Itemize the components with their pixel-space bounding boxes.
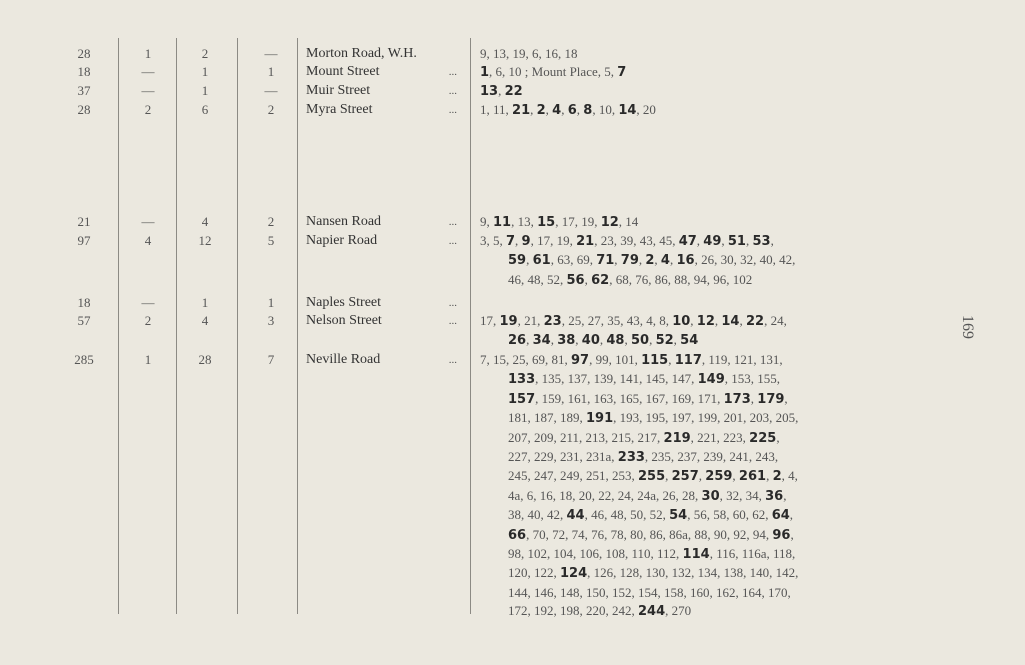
house-number-text: ,: [750, 390, 758, 406]
house-number-text: 4a, 6, 16, 18, 20, 22, 24, 24a, 26, 28,: [508, 487, 702, 503]
house-number-text: 172, 192, 198, 220, 242,: [508, 603, 638, 619]
house-number-bold: 62: [591, 272, 610, 288]
column-rule: [118, 38, 119, 614]
house-numbers-cell: [480, 82, 950, 101]
house-number-text: 46, 48, 52,: [508, 271, 567, 287]
house-number-bold: 157: [508, 391, 536, 407]
house-number-text: , 159, 161, 163, 165, 167, 169, 171,: [535, 390, 724, 406]
house-number-text: ,: [599, 332, 607, 348]
house-number-bold: 233: [617, 450, 645, 466]
street-name-cell: [306, 101, 461, 119]
house-number-text: ,: [790, 526, 794, 542]
count-cell-c2: 2: [144, 313, 152, 328]
house-number-bold: 22: [504, 84, 523, 99]
count-cell-c4: 3: [267, 313, 275, 328]
house-number-bold: 56: [566, 272, 585, 288]
house-number-bold: 26: [508, 333, 527, 349]
count-cell-c3: 1: [201, 295, 209, 310]
house-number-text: 207, 209, 211, 213, 215, 217,: [508, 429, 664, 445]
house-number-text: ,: [714, 313, 722, 328]
house-number-text: ,: [789, 507, 794, 523]
house-number-bold: 48: [606, 333, 625, 349]
house-numbers-line: [480, 526, 950, 545]
house-numbers-line: [480, 312, 950, 331]
street-name: Napier Road: [306, 233, 378, 248]
house-number-bold: 117: [674, 353, 702, 368]
count-cell-c2: 1: [144, 46, 152, 61]
column-rule: [297, 38, 298, 614]
count-cell-c3: 1: [201, 83, 209, 98]
house-number-text: 120, 122,: [508, 565, 560, 581]
count-cell-c3: 12: [198, 233, 212, 248]
house-number-bold: 6: [567, 103, 577, 118]
house-numbers-line: [480, 409, 950, 428]
house-numbers-line: [480, 101, 950, 120]
house-numbers-line: [480, 390, 950, 409]
house-number-bold: 61: [532, 253, 551, 269]
house-number-bold: 10: [672, 314, 691, 329]
house-number-text: ,: [721, 233, 728, 248]
house-number-bold: 47: [678, 234, 697, 249]
house-number-text: , 270: [665, 603, 692, 619]
house-numbers-line: [480, 82, 950, 101]
house-number-text: , 17, 19,: [530, 233, 577, 248]
house-number-text: ,: [783, 487, 787, 503]
count-cell-c2: 2: [144, 102, 152, 117]
house-number-text: 7, 15, 25, 69, 81,: [480, 352, 571, 367]
house-number-text: 227, 229, 231, 231a,: [508, 449, 618, 465]
house-numbers-line: [480, 251, 950, 270]
house-number-text: , 21,: [517, 313, 544, 328]
house-numbers-cell: [480, 45, 950, 63]
house-number-text: ,: [668, 352, 675, 367]
leader-dots: ...: [448, 216, 457, 228]
count-cell-c3: 6: [201, 102, 209, 117]
house-number-bold: 21: [576, 234, 595, 249]
house-number-bold: 2: [772, 469, 782, 485]
house-number-text: ,: [614, 252, 621, 268]
street-name: Nelson Street: [306, 313, 382, 328]
house-number-bold: 8: [583, 103, 593, 118]
street-name: Myra Street: [306, 102, 373, 117]
street-name: Nansen Road: [306, 214, 382, 229]
house-number-bold: 14: [721, 314, 740, 329]
house-number-text: ,: [550, 332, 558, 348]
house-number-text: ,: [698, 468, 706, 484]
house-numbers-cell: [480, 312, 950, 351]
street-name-cell: [306, 351, 461, 369]
house-number-text: ,: [776, 429, 780, 445]
count-cell-c3: 1: [201, 64, 209, 79]
house-number-text: ,: [526, 252, 533, 268]
count-cell-c1: 28: [77, 102, 91, 117]
house-number-text: , 24,: [764, 313, 787, 328]
house-number-text: , 70, 72, 74, 76, 78, 80, 86, 86a, 88, 90, 92, 94,: [526, 526, 773, 542]
street-name-cell: [306, 63, 461, 81]
street-name: Muir Street: [306, 83, 371, 98]
house-number-text: ,: [784, 390, 788, 406]
house-number-bold: 173: [723, 391, 751, 407]
house-number-text: , 23, 39, 43, 45,: [594, 233, 679, 248]
count-cell-c4: 1: [267, 64, 275, 79]
house-number-bold: 12: [696, 314, 715, 329]
house-number-text: ,: [654, 252, 661, 268]
house-number-text: 1, 11,: [480, 102, 513, 117]
count-cell-c1: 97: [77, 233, 91, 248]
house-number-bold: 2: [536, 103, 546, 118]
house-number-bold: 149: [697, 372, 725, 388]
count-cell-c4: —: [264, 46, 278, 61]
house-number-bold: 96: [772, 527, 791, 543]
house-number-bold: 261: [738, 469, 767, 485]
house-number-bold: 4: [552, 103, 562, 118]
house-numbers-line: [480, 45, 950, 63]
house-number-bold: 22: [745, 314, 765, 329]
column-rule: [176, 38, 177, 614]
house-number-bold: 225: [749, 430, 777, 446]
house-number-bold: 191: [586, 411, 614, 427]
house-number-text: , 193, 195, 197, 199, 201, 203, 205,: [613, 410, 799, 426]
house-number-bold: 259: [705, 469, 733, 485]
house-numbers-line: [480, 63, 950, 82]
house-number-bold: 23: [543, 314, 562, 329]
house-number-bold: 244: [638, 604, 666, 620]
house-number-bold: 79: [620, 253, 639, 269]
house-numbers-cell: [480, 351, 950, 622]
house-number-bold: 2: [645, 253, 655, 269]
house-numbers-line: [480, 584, 950, 602]
house-number-text: 3, 5,: [480, 233, 506, 248]
street-name-cell: [306, 45, 461, 63]
house-number-text: 9,: [480, 214, 493, 229]
house-number-text: , 126, 128, 130, 132, 134, 138, 140, 142,: [587, 565, 799, 581]
house-number-text: ,: [669, 252, 677, 268]
count-cell-c1: 21: [77, 214, 91, 229]
house-number-text: 144, 146, 148, 150, 152, 154, 158, 160, 162, 164, 170,: [508, 584, 791, 600]
count-cell-c2: 4: [144, 233, 152, 248]
house-numbers-line: [480, 602, 950, 621]
count-cell-c3: 2: [201, 46, 209, 61]
house-number-text: , 13,: [511, 214, 538, 229]
house-number-bold: 11: [493, 215, 512, 230]
house-number-text: 17,: [480, 313, 500, 328]
count-cell-c2: —: [141, 214, 155, 229]
count-cell-c4: 2: [267, 214, 275, 229]
count-cell-c3: 4: [201, 313, 209, 328]
count-cell-c2: 1: [144, 352, 152, 367]
house-numbers-line: [480, 448, 950, 467]
house-number-text: 245, 247, 249, 251, 253,: [508, 468, 638, 484]
house-number-bold: 97: [571, 353, 590, 368]
house-number-text: , 235, 237, 239, 241, 243,: [644, 449, 779, 465]
house-number-bold: 7: [506, 234, 516, 249]
house-number-text: ,: [665, 468, 672, 484]
house-number-text: ,: [638, 252, 646, 268]
count-cell-c4: 7: [267, 352, 275, 367]
house-number-bold: 19: [499, 314, 518, 329]
house-number-text: ,: [561, 102, 568, 117]
house-number-text: ,: [545, 102, 553, 117]
leader-dots: ...: [448, 354, 457, 366]
house-numbers-line: [480, 487, 950, 506]
count-cell-c4: 1: [267, 295, 275, 310]
house-number-text: , 32, 34,: [719, 487, 766, 503]
house-numbers-line: [480, 545, 950, 564]
leader-dots: ...: [448, 297, 457, 309]
house-number-text: ,: [649, 332, 656, 348]
house-numbers-cell: [480, 213, 950, 232]
house-number-text: ,: [739, 313, 746, 328]
leader-dots: ...: [448, 66, 457, 78]
house-number-text: , 135, 137, 139, 141, 145, 147,: [535, 371, 698, 387]
count-cell-c1: 37: [77, 83, 91, 98]
house-number-bold: 115: [641, 353, 669, 368]
house-numbers-line: [480, 467, 950, 486]
house-numbers-line: [480, 429, 950, 448]
house-number-bold: 54: [680, 333, 699, 349]
house-number-bold: 59: [508, 253, 527, 269]
house-numbers-line: [480, 232, 950, 251]
house-number-text: ,: [498, 83, 505, 98]
house-numbers-line: [480, 271, 950, 290]
house-numbers-line: [480, 564, 950, 583]
house-number-bold: 7: [617, 65, 627, 80]
count-cell-c2: —: [141, 83, 155, 98]
house-number-text: ,: [770, 233, 774, 248]
house-numbers-line: [480, 506, 950, 525]
house-number-bold: 51: [727, 234, 746, 249]
column-rule: [237, 38, 238, 614]
house-number-text: ,: [624, 332, 631, 348]
house-number-bold: 9: [521, 234, 531, 249]
house-number-bold: 50: [630, 333, 650, 349]
count-cell-c2: —: [141, 64, 155, 79]
count-cell-c4: —: [264, 83, 278, 98]
house-number-text: 38, 40, 42,: [508, 507, 567, 523]
house-number-bold: 16: [676, 253, 695, 269]
house-number-text: 98, 102, 104, 106, 108, 110, 112,: [508, 546, 683, 562]
house-number-text: ,: [584, 271, 592, 287]
house-number-text: , 56, 58, 60, 62,: [687, 507, 772, 523]
house-numbers-line: [480, 213, 950, 232]
count-cell-c1: 28: [77, 46, 91, 61]
house-number-bold: 255: [638, 469, 666, 485]
street-name: Neville Road: [306, 352, 381, 367]
count-cell-c4: 2: [267, 102, 275, 117]
house-number-text: , 4,: [781, 468, 798, 484]
house-number-bold: 13: [480, 84, 499, 99]
house-numbers-line: [480, 351, 950, 370]
house-number-bold: 53: [752, 234, 771, 249]
house-number-bold: 66: [508, 527, 527, 543]
street-name-cell: [306, 232, 461, 250]
house-number-text: , 153, 155,: [724, 371, 781, 387]
house-number-bold: 52: [655, 333, 674, 349]
house-numbers-line: [480, 370, 950, 389]
street-name: Mount Street: [306, 64, 380, 79]
house-number-text: , 25, 27, 35, 43, 4, 8,: [561, 313, 673, 328]
house-number-text: , 10,: [592, 102, 619, 117]
house-number-bold: 49: [703, 234, 722, 249]
house-number-text: , 20: [636, 102, 656, 117]
house-number-text: , 119, 121, 131,: [701, 352, 783, 367]
house-number-bold: 44: [566, 508, 585, 524]
house-number-bold: 12: [600, 215, 619, 230]
house-number-text: ,: [766, 468, 773, 484]
house-number-bold: 133: [508, 372, 536, 388]
house-number-text: , 63, 69,: [550, 252, 597, 268]
house-number-text: 9, 13, 19, 6, 16, 18: [480, 46, 578, 61]
leader-dots: ...: [448, 235, 457, 247]
street-name: Naples Street: [306, 295, 382, 310]
house-number-text: ,: [526, 332, 533, 348]
house-number-bold: 114: [682, 547, 710, 563]
house-number-bold: 36: [765, 488, 784, 504]
house-number-text: , 26, 30, 32, 40, 42,: [694, 252, 796, 268]
house-number-text: ,: [576, 102, 584, 117]
house-number-text: , 99, 101,: [589, 352, 642, 367]
leader-dots: ...: [448, 85, 457, 97]
house-number-text: ,: [575, 332, 582, 348]
count-cell-c2: —: [141, 295, 155, 310]
house-number-text: , 6, 10 ; Mount Place, 5,: [489, 64, 618, 79]
house-number-text: ,: [673, 332, 681, 348]
house-number-bold: 14: [618, 103, 637, 118]
leader-dots: ...: [448, 104, 457, 116]
house-number-text: ,: [530, 102, 537, 117]
house-number-bold: 21: [512, 103, 531, 118]
house-number-bold: 64: [771, 508, 790, 524]
house-numbers-cell: [480, 232, 950, 290]
house-numbers-cell: [480, 63, 950, 82]
street-name-cell: [306, 213, 461, 231]
house-number-text: , 17, 19,: [555, 214, 601, 229]
house-number-bold: 38: [557, 333, 576, 349]
house-number-text: ,: [696, 233, 704, 248]
count-cell-c3: 4: [201, 214, 209, 229]
count-cell-c1: 18: [77, 64, 91, 79]
house-number-text: ,: [515, 233, 522, 248]
house-number-text: , 46, 48, 50, 52,: [584, 507, 670, 523]
house-number-text: ,: [690, 313, 697, 328]
house-number-text: , 14: [618, 214, 639, 229]
column-rule: [470, 38, 471, 614]
house-number-bold: 1: [480, 65, 490, 80]
count-cell-c4: 5: [267, 233, 275, 248]
house-numbers-cell: [480, 101, 950, 120]
count-cell-c1: 18: [77, 295, 91, 310]
leader-dots: ...: [448, 315, 457, 327]
house-number-bold: 257: [671, 469, 699, 485]
house-number-bold: 40: [581, 333, 600, 349]
count-cell-c1: 285: [74, 352, 94, 367]
house-number-bold: 54: [669, 508, 688, 524]
house-number-bold: 219: [663, 430, 691, 446]
street-name: Morton Road, W.H.: [306, 46, 417, 61]
house-number-text: ,: [745, 233, 753, 248]
house-number-bold: 30: [701, 488, 720, 504]
page-number: 169: [959, 315, 976, 339]
street-name-cell: [306, 312, 461, 330]
house-number-text: , 221, 223,: [690, 429, 750, 445]
house-number-bold: 4: [660, 253, 670, 269]
house-number-bold: 71: [596, 253, 615, 269]
house-numbers-line: [480, 331, 950, 350]
house-number-text: 181, 187, 189,: [508, 410, 586, 426]
house-number-bold: 179: [757, 391, 785, 407]
house-number-bold: 124: [560, 566, 588, 582]
house-number-text: ,: [732, 468, 739, 484]
house-number-text: , 116, 116a, 118,: [709, 546, 796, 562]
count-cell-c3: 28: [198, 352, 212, 367]
count-cell-c1: 57: [77, 313, 91, 328]
house-number-bold: 15: [537, 215, 556, 230]
street-name-cell: [306, 294, 461, 312]
house-number-text: , 68, 76, 86, 88, 94, 96, 102: [609, 271, 753, 287]
house-number-bold: 34: [532, 333, 551, 349]
street-name-cell: [306, 82, 461, 100]
